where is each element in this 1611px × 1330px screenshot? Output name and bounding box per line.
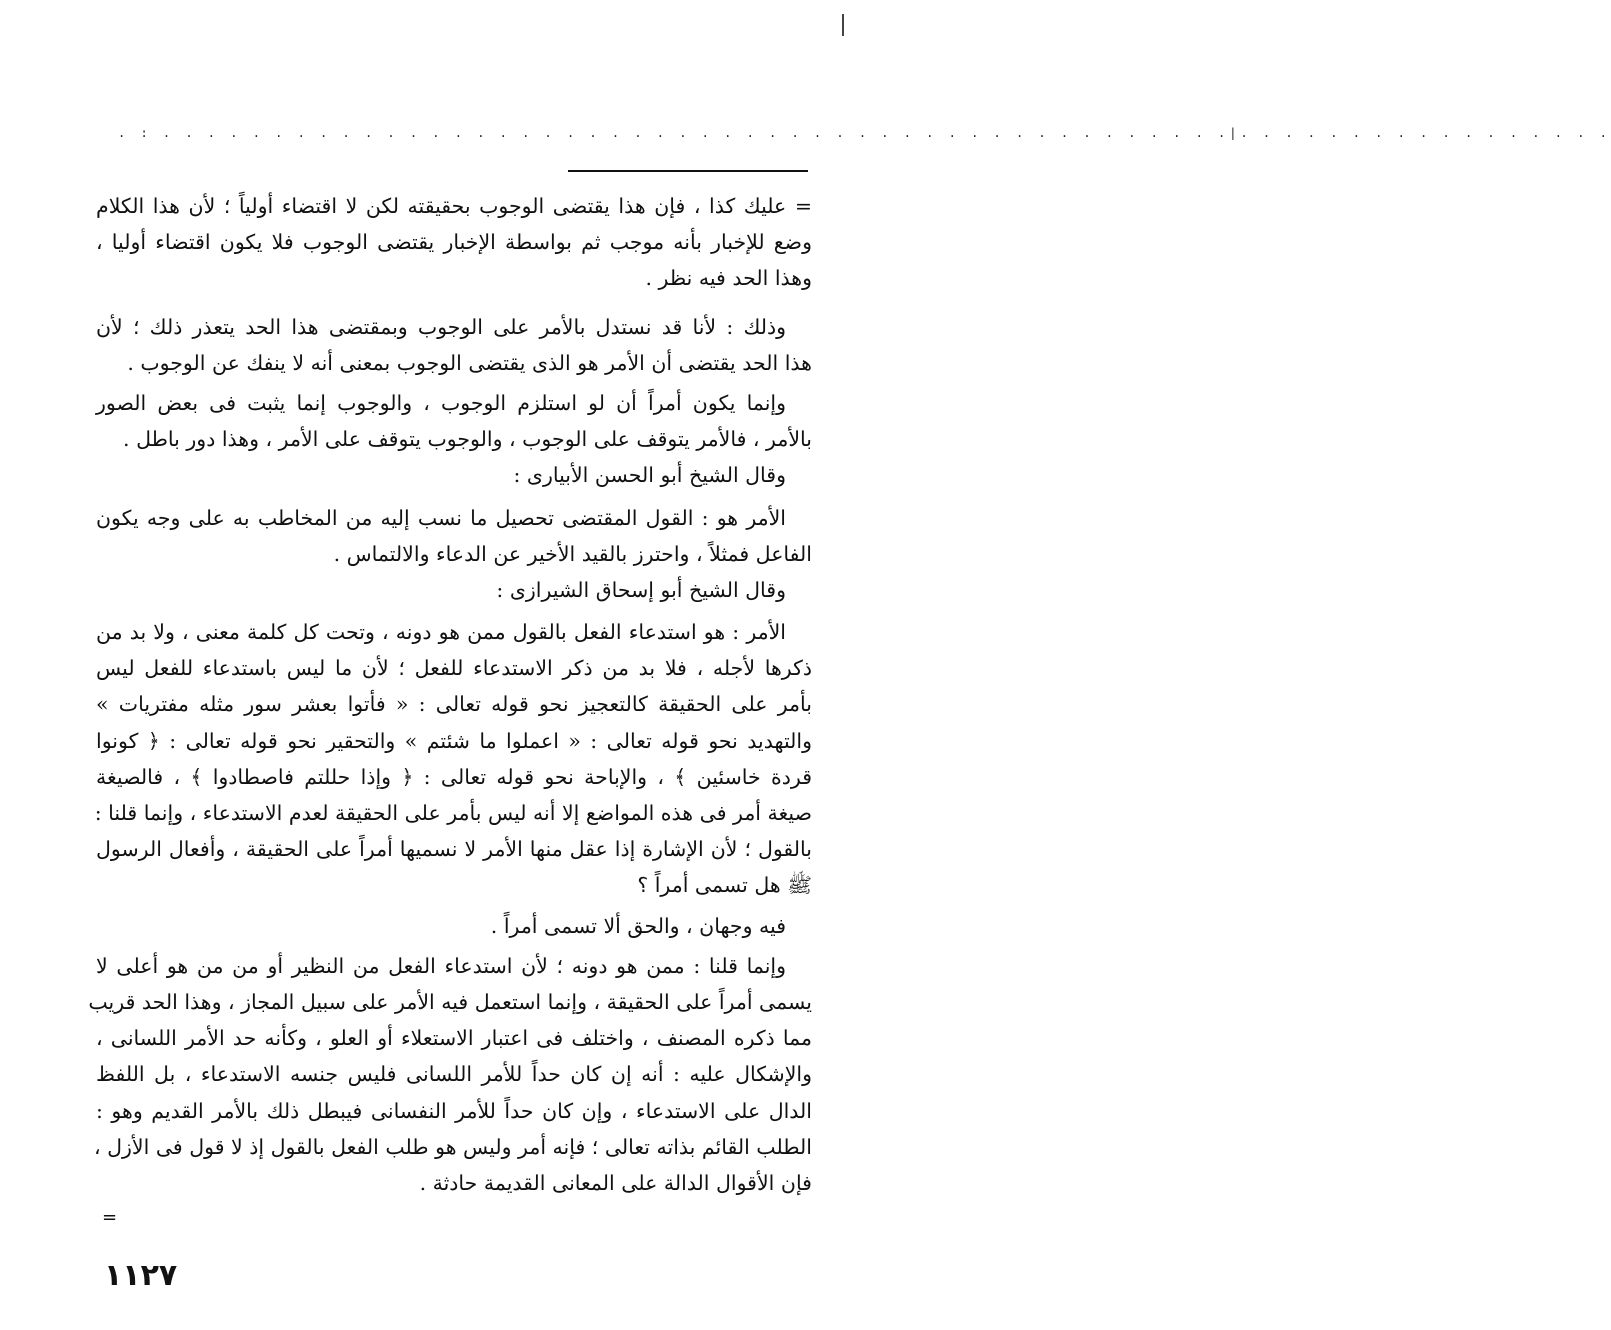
text-line: الأمر هو : القول المقتضى تحصيل ما نسب إليه من المخاطب به على وجه يكون <box>96 505 786 530</box>
text-line: = عليك كذا ، فإن هذا يقتضى الوجوب بحقيقته لكن لا اقتضاء أولياً ؛ لأن هذا الكلام <box>96 194 812 218</box>
text-line: هذا الحد يقتضى أن الأمر هو الذى يقتضى الوجوب بمعنى أنه لا ينفك عن الوجوب . <box>127 350 812 375</box>
text-line: ﷺ هل تسمى أمراً ؟ <box>637 873 812 898</box>
text-line: قردة خاسئين ﴾ ، والإباحة نحو قوله تعالى : ﴿ وإذا حللتم فاصطادوا ﴾ ، فالصيغة <box>96 764 812 789</box>
text-line: مما ذكره المصنف ، واختلف فى اعتبار الاستعلاء أو العلو ، وكأنه حد الأمر اللسانى ، <box>96 1026 812 1051</box>
text-line: والإشكال عليه : أنه إن كان حداً للأمر اللسانى فليس جنسه الاستدعاء ، بل اللفظ <box>96 1062 812 1087</box>
text-line: فيه وجهان ، والحق ألا تسمى أمراً . <box>490 913 786 938</box>
text-line: ذكرها لأجله ، فلا بد من ذكر الاستدعاء للفعل ؛ لأن ما ليس باستدعاء للفعل ليس <box>96 656 812 681</box>
header-dotted-rule: . : . . . . . . . . . . . . . . . . . . . . . . . . . . . . . . . . . . . . . . . . . . . . . . . .|. . . . . . . . . . . . . . . . . <box>118 126 1611 140</box>
text-line: الدال على الاستدعاء ، وإن كان حداً للأمر النفسانى فيبطل ذلك بالأمر القديم وهو : <box>96 1098 812 1123</box>
text-line: والتهديد نحو قوله تعالى : « اعملوا ما شئتم » والتحقير نحو قوله تعالى : ﴿ كونوا <box>96 728 812 753</box>
section-heading: وقال الشيخ أبو إسحاق الشيرازى : <box>496 577 786 602</box>
text-line: وذلك : لأنا قد نستدل بالأمر على الوجوب وبمقتضى هذا الحد يتعذر ذلك ؛ لأن <box>96 314 786 339</box>
text-line: وإنما يكون أمراً أن لو استلزم الوجوب ، والوجوب إنما يثبت فى بعض الصور <box>96 390 786 415</box>
text-line: بأمر على الحقيقة كالتعجيز نحو قوله تعالى : « فأتوا بعشر سور مثله مفتريات » <box>96 692 812 717</box>
text-line: يسمى أمراً على الحقيقة ، وإنما استعمل فيه الأمر على سبيل المجاز ، وهذا الحد قريب <box>88 989 812 1014</box>
footnote-separator-rule <box>568 170 808 172</box>
page-body-text <box>88 188 812 1201</box>
section-heading: وقال الشيخ أبو الحسن الأبيارى : <box>513 463 786 488</box>
text-line: بالأمر ، فالأمر يتوقف على الوجوب ، والوجوب يتوقف على الأمر ، وهذا دور باطل . <box>123 427 812 452</box>
text-line: الفاعل فمثلاً ، واحترز بالقيد الأخير عن الدعاء والالتماس . <box>333 541 812 566</box>
text-line: وإنما قلنا : ممن هو دونه ؛ لأن استدعاء الفعل من النظير أو من من هو أعلى لا <box>96 953 786 978</box>
continuation-mark: = <box>102 1207 118 1228</box>
page-number: ١١٢٧ <box>104 1258 178 1293</box>
text-line: الطلب القائم بذاته تعالى ؛ فإنه أمر وليس هو طلب الفعل بالقول إذ لا قول فى الأزل ، <box>93 1134 812 1159</box>
text-line: الأمر : هو استدعاء الفعل بالقول ممن هو دونه ، وتحت كل كلمة معنى ، ولا بد من <box>96 620 787 645</box>
text-line: صيغة أمر فى هذه المواضع إلا أنه ليس بأمر على الحقيقة لعدم الاستدعاء ، وإنما قلنا : <box>94 801 812 825</box>
text-line: فإن الأقوال الدالة على المعانى القديمة حادثة . <box>419 1170 812 1195</box>
text-line: وهذا الحد فيه نظر . <box>645 266 812 291</box>
scan-corner-mark <box>842 14 844 36</box>
text-line: بالقول ؛ لأن الإشارة إذا عقل منها الأمر لا نسميها أمراً على الحقيقة ، وأفعال الرسول <box>96 837 812 862</box>
text-line: وضع للإخبار بأنه موجب ثم بواسطة الإخبار يقتضى الوجوب فلا يكون اقتضاء أوليا ، <box>96 230 812 255</box>
